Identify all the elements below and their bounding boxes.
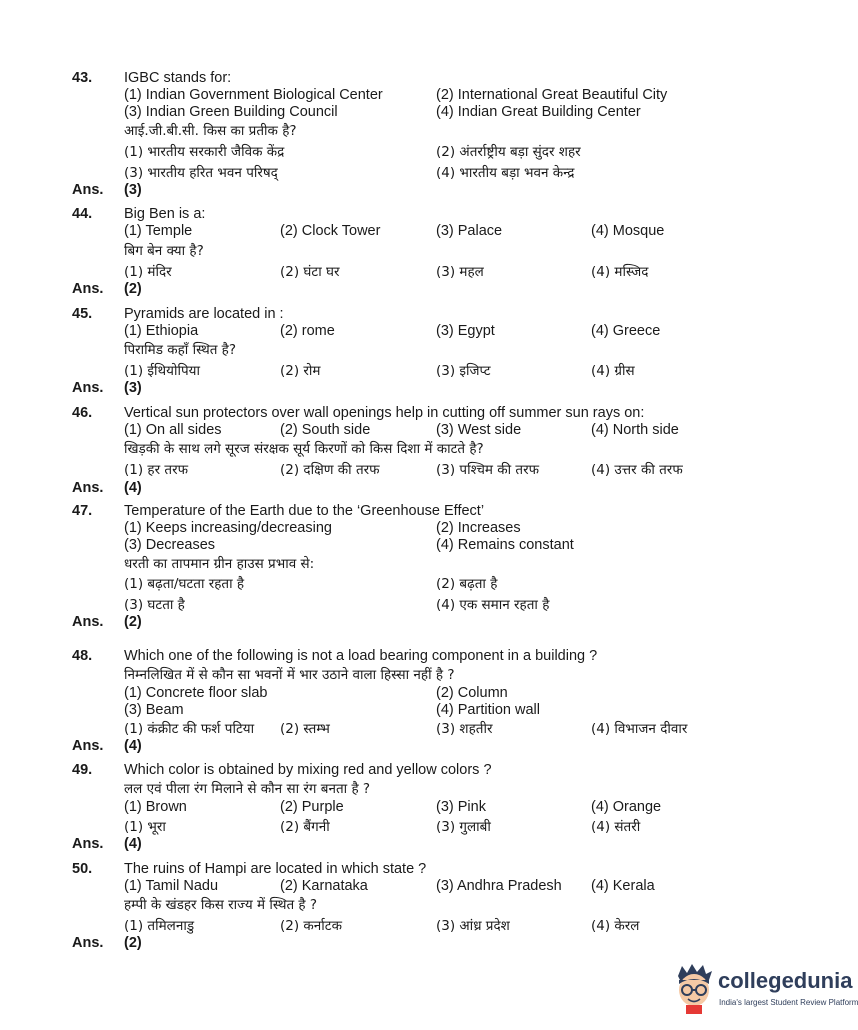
question-number: 45. [72,306,93,322]
option: (2) Karnataka [280,878,368,894]
collegedunia-logo [672,962,858,1022]
question-text-hindi: धरती का तापमान ग्रीन हाउस प्रभाव से: [124,556,315,572]
question-text-hindi: खिड़की के साथ लगे सूरज संरक्षक सूर्य किरणों को किस दिशा में काटते है? [124,441,484,457]
option: (2) Increases [436,520,521,536]
answer-value: (2) [124,935,142,951]
option: (4) North side [591,422,679,438]
answer-label: Ans. [72,480,104,496]
option-hindi: (1) कंक्रीट की फर्श पटिया [124,721,255,737]
question-number: 46. [72,405,93,421]
answer-value: (2) [124,281,142,297]
answer-value: (4) [124,480,142,496]
option-hindi: (3) महल [436,264,484,280]
answer-value: (2) [124,614,142,630]
option: (1) Concrete floor slab [124,685,268,701]
option: (3) Pink [436,799,486,815]
option: (3) Decreases [124,537,216,553]
question-text-hindi: लल एवं पीला रंग मिलाने से कौन सा रंग बनता है ? [124,781,371,797]
option-hindi: (3) गुलाबी [436,819,491,835]
option-hindi: (1) बढ़ता/घटता रहता है [124,576,245,592]
option: (2) rome [280,323,335,339]
question-text-hindi: आई.जी.बी.सी. किस का प्रतीक है? [124,123,297,139]
answer-value: (3) [124,182,142,198]
option: (3) West side [436,422,522,438]
option-hindi: (3) घटता है [124,597,185,613]
option: (4) Mosque [591,223,665,239]
question-text-hindi: बिग बेन क्या है? [124,243,204,259]
option-hindi: (1) ईथियोपिया [124,363,200,379]
option-hindi: (3) पश्चिम की तरफ [436,462,540,478]
option: (3) Palace [436,223,503,239]
question-text: Which one of the following is not a load bearing component in a building ? [124,648,598,664]
option-hindi: (4) भारतीय बड़ा भवन केन्द्र [436,165,575,181]
question-number: 43. [72,70,93,86]
question-text: The ruins of Hampi are located in which state ? [124,861,427,877]
option-hindi: (3) इजिप्ट [436,363,491,379]
option: (4) Kerala [591,878,655,894]
option-hindi: (2) स्तम्भ [280,721,330,737]
option: (1) Ethiopia [124,323,199,339]
option-hindi: (2) बैंगनी [280,819,330,835]
answer-label: Ans. [72,281,104,297]
option: (1) Brown [124,799,187,815]
brand-tagline: India's largest Student Review Platform [719,998,858,1007]
question-text: Big Ben is a: [124,206,206,222]
option-hindi: (4) विभाजन दीवार [591,721,688,737]
option: (4) Remains constant [436,537,574,553]
question-number: 50. [72,861,93,877]
option: (4) Orange [591,799,662,815]
answer-value: (4) [124,738,142,754]
option: (4) Greece [591,323,661,339]
option: (2) International Great Beautiful City [436,87,668,103]
option-hindi: (2) कर्नाटक [280,918,342,934]
student-mascot-icon [672,962,716,1014]
option: (2) Purple [280,799,344,815]
question-text: Pyramids are located in : [124,306,284,322]
option: (2) Clock Tower [280,223,381,239]
option-hindi: (3) शहतीर [436,721,493,737]
option: (4) Partition wall [436,702,540,718]
option: (1) Temple [124,223,193,239]
answer-label: Ans. [72,935,104,951]
question-text: Which color is obtained by mixing red and yellow colors ? [124,762,492,778]
answer-label: Ans. [72,614,104,630]
option: (3) Andhra Pradesh [436,878,562,894]
option-hindi: (1) मंदिर [124,264,172,280]
option-hindi: (1) हर तरफ [124,462,189,478]
answer-value: (3) [124,380,142,396]
option-hindi: (2) दक्षिण की तरफ [280,462,380,478]
option-hindi: (4) ग्रीस [591,363,635,379]
question-number: 44. [72,206,93,222]
option: (2) South side [280,422,371,438]
option-hindi: (4) केरल [591,918,640,934]
answer-label: Ans. [72,836,104,852]
option-hindi: (4) एक समान रहता है [436,597,550,613]
question-text-hindi: पिरामिड कहाँ स्थित है? [124,342,237,358]
option: (3) Egypt [436,323,495,339]
option-hindi: (3) भारतीय हरित भवन परिषद् [124,165,278,181]
option: (3) Beam [124,702,184,718]
option: (1) Tamil Nadu [124,878,219,894]
question-text: Vertical sun protectors over wall openings help in cutting off summer sun rays on: [124,405,645,421]
option: (3) Indian Green Building Council [124,104,338,120]
question-text: Temperature of the Earth due to the ‘Greenhouse Effect’ [124,503,485,519]
option-hindi: (1) तमिलनाडु [124,918,195,934]
option: (4) Indian Great Building Center [436,104,641,120]
option: (1) Keeps increasing/decreasing [124,520,332,536]
question-number: 48. [72,648,93,664]
option: (2) Column [436,685,508,701]
option-hindi: (1) भूरा [124,819,166,835]
answer-label: Ans. [72,738,104,754]
question-number: 47. [72,503,93,519]
question-text: IGBC stands for: [124,70,232,86]
question-text-hindi: निम्नलिखित में से कौन सा भवनों में भार उठाने वाला हिस्सा नहीं है ? [124,667,455,683]
option-hindi: (2) अंतर्राष्ट्रीय बड़ा सुंदर शहर [436,144,581,160]
answer-value: (4) [124,836,142,852]
option-hindi: (2) बढ़ता है [436,576,498,592]
option-hindi: (4) मस्जिद [591,264,649,280]
question-number: 49. [72,762,93,778]
option-hindi: (1) भारतीय सरकारी जैविक केंद्र [124,144,285,160]
option-hindi: (4) उत्तर की तरफ [591,462,683,478]
brand-name: collegedunia [718,968,853,993]
option: (1) Indian Government Biological Center [124,87,383,103]
answer-label: Ans. [72,182,104,198]
option-hindi: (3) आंध्र प्रदेश [436,918,510,934]
option: (1) On all sides [124,422,222,438]
answer-label: Ans. [72,380,104,396]
option-hindi: (2) रोम [280,363,321,379]
question-text-hindi: हम्पी के खंडहर किस राज्य में स्थित है ? [124,897,318,913]
option-hindi: (2) घंटा घर [280,264,340,280]
option-hindi: (4) संतरी [591,819,641,835]
